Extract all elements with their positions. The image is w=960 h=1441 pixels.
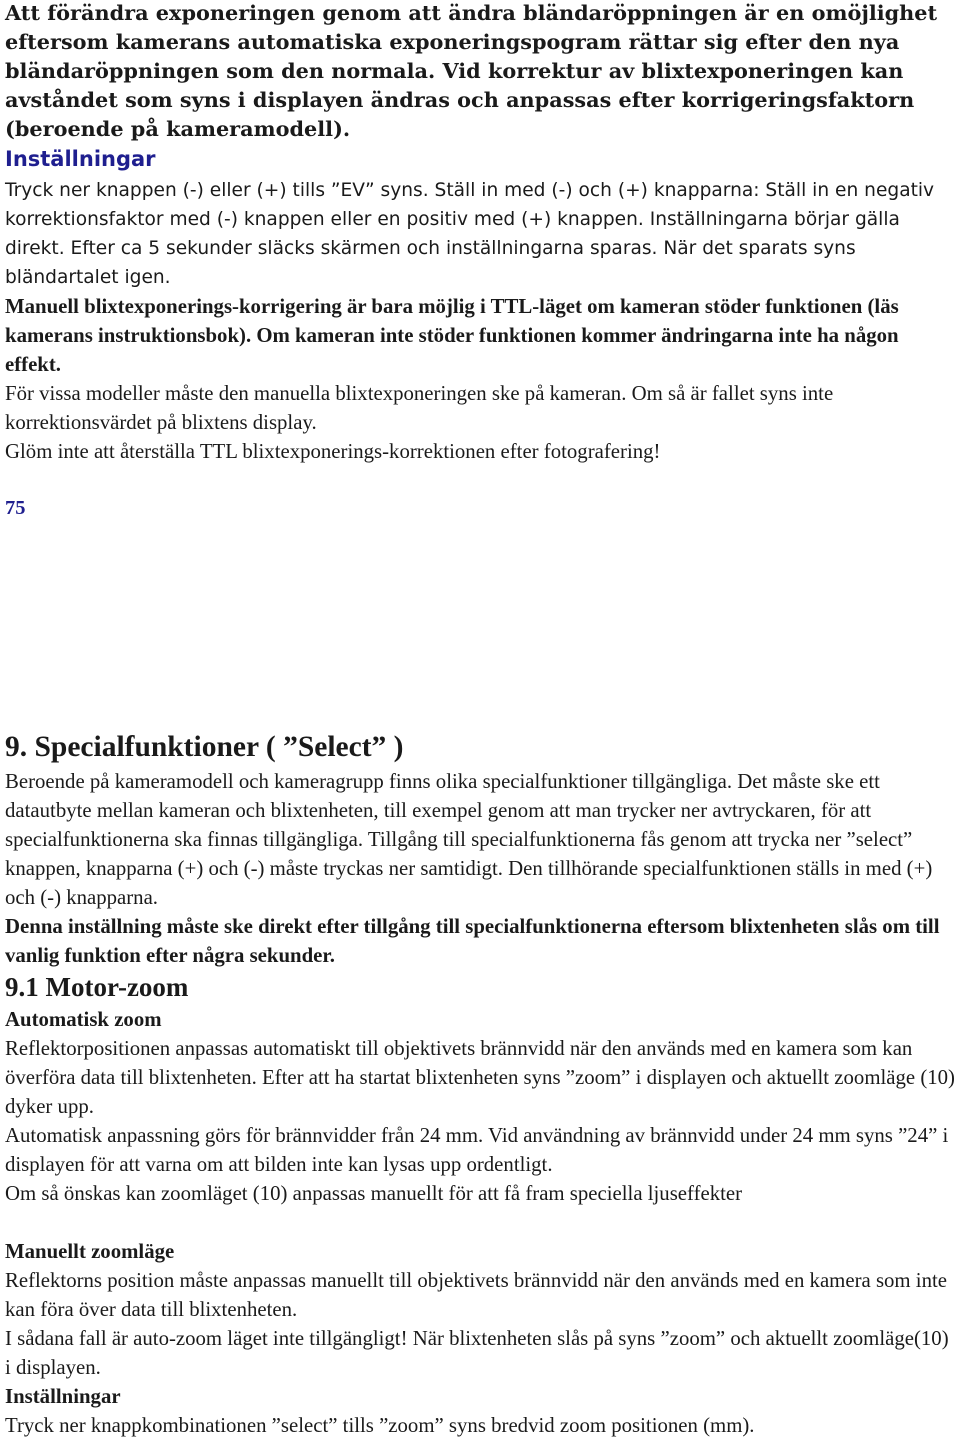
auto-zoom-paragraph-1: Reflektorpositionen anpassas automatiskt till objektivets brännvidd när den används med en kamera som kan överföra data till blixtenheten. Efter att ha startat blixtenheten syns ”zoom” i displayen och aktuellt zoomläge (10) dyker upp. bbox=[5, 1037, 955, 1118]
section-9-bold-note: Denna inställning måste ske direkt efter tillgång till specialfunktionerna eftersom blixtenheten slås om till vanlig funktion efter några sekunder. bbox=[5, 915, 940, 967]
manual-zoom-paragraph-2: I sådana fall är auto-zoom läget inte tillgängligt! När blixtenheten slås på syns ”zoom” och aktuellt zoomläge(10) i displayen. bbox=[5, 1327, 949, 1379]
intro-paragraph: Att förändra exponeringen genom att ändra bländaröppningen är en omöjlighet eftersom kamerans automatiska exponeringspogram rättar sig efter den nya bländaröppningen som den normala. Vid korrektur av blixtexponeringen kan avståndet som syns i displayen ändras och anpassas efter korrigeringsfaktorn (beroende på kameramodell). bbox=[5, 0, 938, 141]
manual-flash-note: För vissa modeller måste den manuella blixtexponeringen ske på kameran. Om så är fallet syns inte korrektionsvärdet på blixtens display. bbox=[5, 382, 834, 434]
settings-text: Tryck ner knappen (-) eller (+) tills ”EV” syns. Ställ in med (-) och (+) knapparna: Ställ in en negativ korrektionsfaktor med (-) knappen eller en positiv med (+) knappen. Inställningarna börjar gälla direkt. Efter ca 5 sekunder släcks skärmen och inställningarna sparas. När det sparats syns bländartalet igen. bbox=[5, 180, 935, 288]
settings-heading: Inställningar bbox=[5, 147, 156, 171]
page-number: 75 bbox=[5, 497, 26, 519]
reset-reminder: Glöm inte att återställa TTL blixtexponerings-korrektionen efter fotografering! bbox=[5, 440, 661, 463]
section-9-paragraph: Beroende på kameramodell och kameragrupp finns olika specialfunktioner tillgängliga. Det måste ske ett datautbyte mellan kameran och blixtenheten, till exempel genom att man trycker ner avtryckaren, för att specialfunktionerna ska finnas tillgängliga. Tillgång till specialfunktionerna fås genom att trycka ner ”select” knappen, knapparna (+) och (-) måste tryckas ner samtidigt. Den tillhörande specialfunktionen ställs in med (+) och (-) knapparna. bbox=[5, 770, 933, 909]
auto-zoom-heading: Automatisk zoom bbox=[5, 1008, 162, 1031]
manual-zoom-paragraph-1: Reflektorns position måste anpassas manuellt till objektivets brännvidd när den används med en kamera som inte kan föra över data till blixtenheten. bbox=[5, 1269, 947, 1321]
auto-zoom-paragraph-3: Om så önskas kan zoomläget (10) anpassas manuellt för att få fram speciella ljuseffekter bbox=[5, 1182, 743, 1205]
section-9-title: 9. Specialfunktioner ( ”Select” ) bbox=[5, 731, 404, 763]
manual-zoom-heading: Manuellt zoomläge bbox=[5, 1240, 175, 1263]
manual-correction-note: Manuell blixtexponerings-korrigering är bara möjlig i TTL-läget om kameran stöder funktionen (läs kamerans instruktionsbok). Om kameran inte stöder funktionen kommer ändringarna inte ha någon effekt. bbox=[5, 295, 899, 376]
zoom-settings-text: Tryck ner knappkombinationen ”select” tills ”zoom” syns bredvid zoom positionen (mm). bbox=[5, 1414, 755, 1437]
zoom-settings-heading: Inställningar bbox=[5, 1385, 121, 1408]
section-9-1-title: 9.1 Motor-zoom bbox=[5, 972, 189, 1002]
auto-zoom-paragraph-2: Automatisk anpassning görs för brännvidder från 24 mm. Vid användning av brännvidd under 24 mm syns ”24” i displayen för att varna om att bilden inte kan lysas upp ordentligt. bbox=[5, 1124, 949, 1176]
